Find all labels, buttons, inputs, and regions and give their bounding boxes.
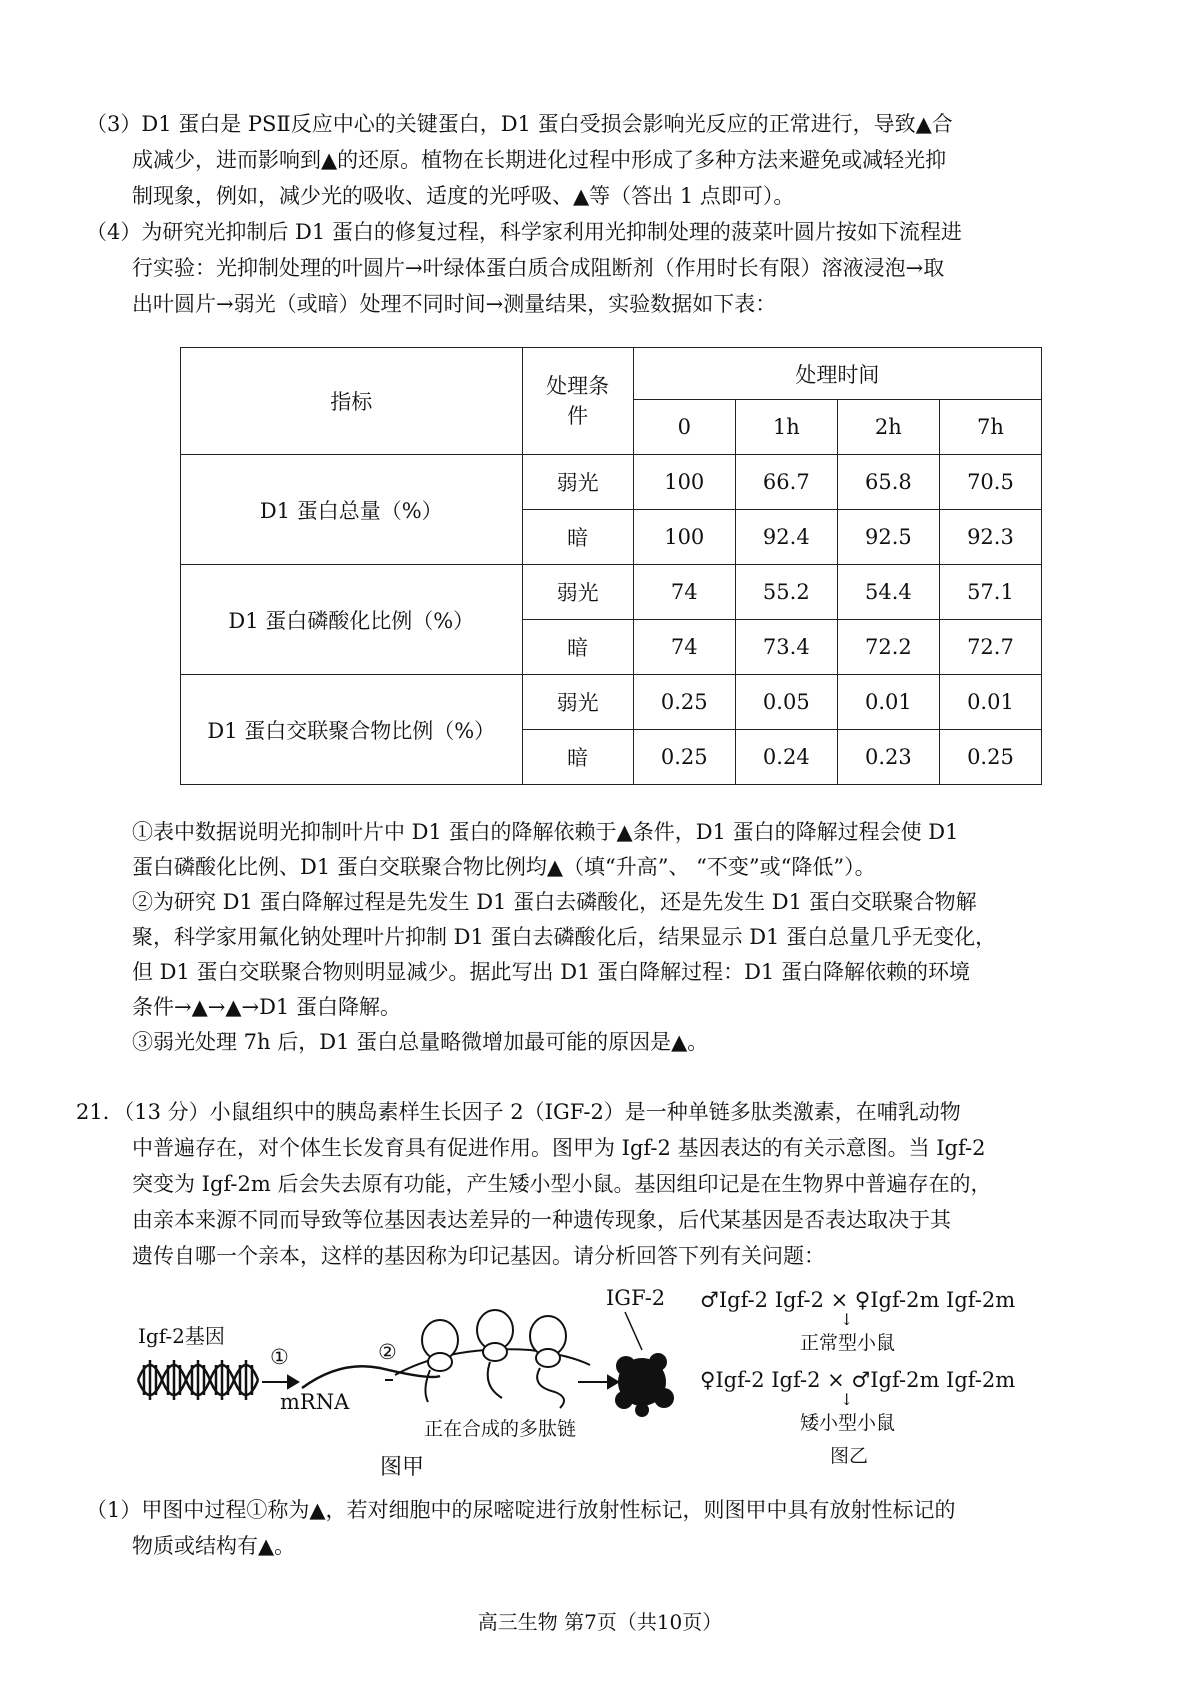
cross-2: ♀Igf-2 Igf-2 × ♂Igf-2m Igf-2m — [700, 1368, 1016, 1392]
result-2: 矮小型小鼠 — [800, 1412, 896, 1434]
cond-cell: 暗 — [522, 510, 633, 565]
dna-helix-icon — [138, 1360, 258, 1400]
header-indicator: 指标 — [181, 348, 523, 455]
group-name: D1 蛋白磷酸化比例（%） — [181, 565, 523, 675]
group-name: D1 蛋白总量（%） — [181, 455, 523, 565]
sub3-line1: ③弱光处理 7h 后，D1 蛋白总量略微增加最可能的原因是▲。 — [132, 1030, 709, 1054]
mrna-strand-icon — [302, 1366, 440, 1388]
value-cell: 0.25 — [633, 675, 735, 730]
sub2-line3: 但 D1 蛋白交联聚合物则明显减少。据此写出 D1 蛋白降解过程：D1 蛋白降解依赖的环境 — [132, 960, 970, 984]
cond-cell: 暗 — [522, 730, 633, 785]
value-cell: 0.01 — [837, 675, 939, 730]
header-condition: 处理条件 — [522, 348, 633, 455]
q3-line1: （3）D1 蛋白是 PSⅡ反应中心的关键蛋白，D1 蛋白受损会影响光反应的正常进行，导致▲合 — [86, 112, 953, 136]
cross-1: ♂Igf-2 Igf-2 × ♀Igf-2m Igf-2m — [700, 1288, 1016, 1312]
header-time-7h: 7h — [939, 400, 1041, 455]
value-cell: 0.01 — [939, 675, 1041, 730]
q21-line3: 突变为 Igf-2m 后会失去原有功能，产生矮小型小鼠。基因组印记是在生物界中普遍存在的， — [132, 1172, 992, 1196]
q21-line5: 遗传自哪一个亲本，这样的基因称为印记基因。请分析回答下列有关问题： — [132, 1244, 825, 1268]
value-cell: 74 — [633, 620, 735, 675]
cond-cell: 暗 — [522, 620, 633, 675]
value-cell: 65.8 — [837, 455, 939, 510]
value-cell: 74 — [633, 565, 735, 620]
sub1-line1: ①表中数据说明光抑制叶片中 D1 蛋白的降解依赖于▲条件，D1 蛋白的降解过程会使 D1 — [132, 820, 959, 844]
sub1-line2: 蛋白磷酸化比例、D1 蛋白交联聚合物比例均▲（填“升高”、 “不变”或“降低”）。 — [132, 855, 876, 879]
q4-line3: 出叶圆片→弱光（或暗）处理不同时间→测量结果，实验数据如下表： — [132, 292, 777, 316]
value-cell: 57.1 — [939, 565, 1041, 620]
value-cell: 0.05 — [735, 675, 837, 730]
table-row — [181, 675, 1042, 730]
cross-1-arrow-icon: ↓ — [840, 1310, 854, 1329]
value-cell: 0.25 — [633, 730, 735, 785]
header-time-1h: 1h — [735, 400, 837, 455]
value-cell: 70.5 — [939, 455, 1041, 510]
figure-a — [130, 1286, 690, 1480]
value-cell: 72.7 — [939, 620, 1041, 675]
sub2-line2: 聚，科学家用氟化钠处理叶片抑制 D1 蛋白去磷酸化后，结果显示 D1 蛋白总量几乎无变化， — [132, 925, 997, 949]
value-cell: 92.5 — [837, 510, 939, 565]
gene-label: Igf-2基因 — [138, 1324, 225, 1348]
value-cell: 100 — [633, 455, 735, 510]
cond-cell: 弱光 — [522, 455, 633, 510]
polypeptide-label: 正在合成的多肽链 — [424, 1418, 577, 1440]
cond-cell: 弱光 — [522, 675, 633, 730]
q3-line2: 成减少，进而影响到▲的还原。植物在长期进化过程中形成了多种方法来避免或减轻光抑 — [132, 148, 947, 172]
q4-line1: （4）为研究光抑制后 D1 蛋白的修复过程，科学家利用光抑制处理的菠菜叶圆片按如下流程进 — [86, 220, 962, 244]
q21-line1: 21．（13 分）小鼠组织中的胰岛素样生长因子 2（IGF-2）是一种单链多肽类激素，在哺乳动物 — [76, 1100, 961, 1124]
header-time-0: 0 — [633, 400, 735, 455]
group-name: D1 蛋白交联聚合物比例（%） — [181, 675, 523, 785]
value-cell: 55.2 — [735, 565, 837, 620]
ribosome-icon — [422, 1310, 566, 1371]
value-cell: 92.3 — [939, 510, 1041, 565]
header-time: 处理时间 — [633, 348, 1041, 400]
mrna-label: mRNA — [280, 1390, 350, 1414]
arrow-3-icon — [578, 1376, 618, 1388]
q4-line2: 行实验：光抑制处理的叶圆片→叶绿体蛋白质合成阻断剂（作用时长有限）溶液浸泡→取 — [132, 256, 945, 280]
arrow-1-icon — [262, 1376, 298, 1388]
step1-label: ① — [270, 1345, 289, 1369]
protein-icon — [615, 1353, 674, 1417]
d1-data-table — [180, 347, 1042, 785]
header-time-2h: 2h — [837, 400, 939, 455]
q21-1-line2: 物质或结构有▲。 — [132, 1534, 296, 1558]
page-footer: 高三生物 第7页（共10页） — [477, 1610, 723, 1634]
q3-line3: 制现象，例如，减少光的吸收、适度的光呼吸、▲等（答出 1 点即可）。 — [132, 184, 795, 208]
igf2-label: IGF-2 — [606, 1286, 666, 1310]
table-row — [181, 565, 1042, 620]
result-1: 正常型小鼠 — [800, 1332, 896, 1354]
value-cell: 92.4 — [735, 510, 837, 565]
value-cell: 0.25 — [939, 730, 1041, 785]
q21-line4: 由亲本来源不同而导致等位基因表达差异的一种遗传现象，后代某基因是否表达取决于其 — [132, 1208, 951, 1232]
figure-b — [700, 1288, 1080, 1478]
figure-a-drawing — [130, 1290, 690, 1475]
cond-cell: 弱光 — [522, 565, 633, 620]
value-cell: 73.4 — [735, 620, 837, 675]
step2-label: ② — [378, 1340, 397, 1364]
value-cell: 0.23 — [837, 730, 939, 785]
value-cell: 0.24 — [735, 730, 837, 785]
cross-2-arrow-icon: ↓ — [840, 1390, 854, 1409]
table-row — [181, 455, 1042, 510]
q21-1-line1: （1）甲图中过程①称为▲，若对细胞中的尿嘧啶进行放射性标记，则图甲中具有放射性标记的 — [86, 1498, 956, 1522]
value-cell: 66.7 — [735, 455, 837, 510]
sub2-line1: ②为研究 D1 蛋白降解过程是先发生 D1 蛋白去磷酸化，还是先发生 D1 蛋白交联聚合物解 — [132, 890, 977, 914]
value-cell: 54.4 — [837, 565, 939, 620]
value-cell: 100 — [633, 510, 735, 565]
figure-a-caption: 图甲 — [380, 1455, 425, 1480]
figure-b-caption: 图乙 — [830, 1445, 869, 1467]
value-cell: 72.2 — [837, 620, 939, 675]
q21-line2: 中普遍存在，对个体生长发育具有促进作用。图甲为 Igf-2 基因表达的有关示意图。当 Igf-2 — [132, 1136, 986, 1160]
sub2-line4: 条件→▲→▲→D1 蛋白降解。 — [132, 995, 401, 1019]
